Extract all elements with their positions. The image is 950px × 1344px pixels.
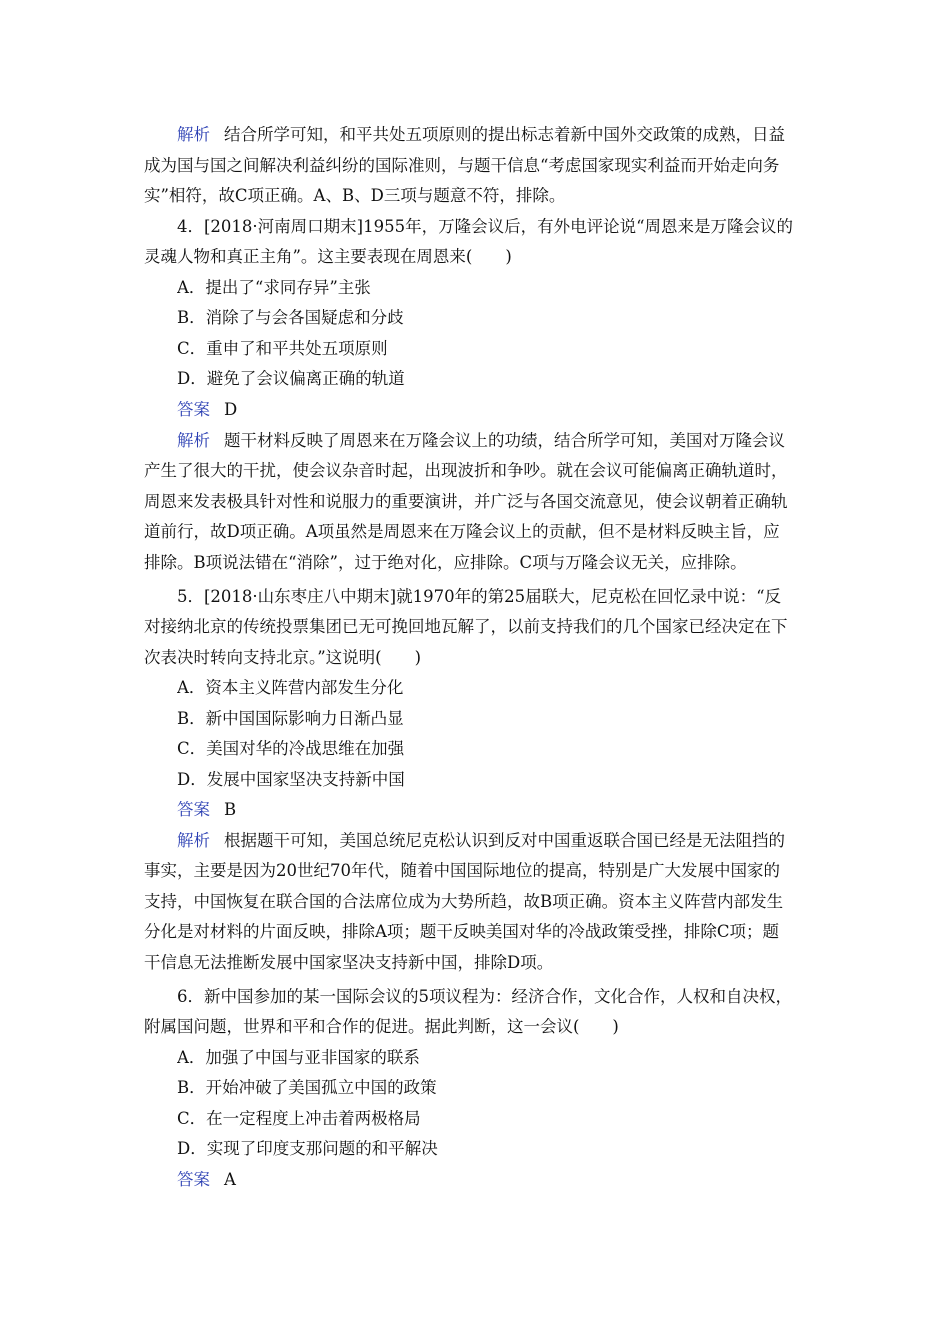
- analysis-line: 产生了很大的干扰，使会议杂音时起，出现波折和争吵。就在会议可能偏离正确轨道时，: [144, 461, 788, 480]
- question-5-answer: [177, 800, 806, 820]
- question-5-option-d: D．发展中国家坚决支持新中国: [177, 770, 405, 789]
- analysis-line: 道前行，故D项正确。A项虽然是周恩来在万隆会议上的贡献，但不是材料反映主旨，应: [144, 522, 780, 541]
- analysis-line: 解析 结合所学可知，和平共处五项原则的提出标志着新中国外交政策的成熟，日益: [177, 125, 785, 144]
- analysis-label: 解析: [177, 431, 210, 450]
- question-6-option-c: C．在一定程度上冲击着两极格局: [177, 1109, 421, 1128]
- question-5-option-b: B．新中国国际影响力日渐凸显: [177, 709, 404, 728]
- analysis-line: 解析 根据题干可知，美国总统尼克松认识到反对中国重返联合国已经是无法阻挡的: [177, 831, 785, 850]
- question-4-option-a: A．提出了“求同存异”主张: [177, 278, 371, 297]
- answer-label: 答案: [177, 1170, 210, 1189]
- question-4-answer: [177, 400, 806, 420]
- answer-label: 答案: [177, 400, 210, 419]
- analysis-line: 事实，主要是因为20世纪70年代，随着中国国际地位的提高，特别是广大发展中国家的: [144, 861, 780, 880]
- analysis-line: 成为国与国之间解决利益纠纷的国际准则，与题干信息“考虑国家现实利益而开始走向务: [144, 156, 780, 175]
- question-6-stem: 6．新中国参加的某一国际会议的5项议程为：经济合作，文化合作，人权和自决权，: [177, 987, 792, 1006]
- analysis-line: 支持，中国恢复在联合国的合法席位成为大势所趋，故B项正确。资本主义阵营内部发生: [144, 892, 784, 911]
- question-4-stem: 灵魂人物和真正主角”。这主要表现在周恩来( ): [144, 247, 512, 266]
- answer-value: A: [224, 1170, 236, 1189]
- question-4-option-b: B．消除了与会各国疑虑和分歧: [177, 308, 404, 327]
- analysis-line: 干信息无法推断发展中国家坚决支持新中国，排除D项。: [144, 953, 554, 972]
- question-5-option-c: C．美国对华的冷战思维在加强: [177, 739, 405, 758]
- answer-value: B: [224, 800, 237, 819]
- analysis-line: 分化是对材料的片面反映，排除A项；题干反映美国对华的冷战政策受挫，排除C项；题: [144, 922, 780, 941]
- question-5-stem: 次表决时转向支持北京。”这说明( ): [144, 648, 422, 667]
- question-4-option-c: C．重申了和平共处五项原则: [177, 339, 388, 358]
- question-4-option-d: D．避免了会议偏离正确的轨道: [177, 369, 405, 388]
- question-6-stem: 附属国问题，世界和平和合作的促进。据此判断，这一会议( ): [144, 1017, 619, 1036]
- analysis-label: 解析: [177, 831, 210, 850]
- question-6-option-d: D．实现了印度支那问题的和平解决: [177, 1139, 438, 1158]
- question-6-option-b: B．开始冲破了美国孤立中国的政策: [177, 1078, 437, 1097]
- question-6-answer: [177, 1170, 806, 1190]
- answer-value: D: [224, 400, 238, 419]
- answer-label: 答案: [177, 800, 210, 819]
- analysis-line: 周恩来发表极具针对性和说服力的重要演讲，并广泛与各国交流意见，使会议朝着正确轨: [144, 492, 788, 511]
- question-5-stem: 5．[2018·山东枣庄八中期末]就1970年的第25届联大，尼克松在回忆录中说：“反: [177, 587, 782, 606]
- question-5-option-a: A．资本主义阵营内部发生分化: [177, 678, 404, 697]
- question-6-option-a: A．加强了中国与亚非国家的联系: [177, 1048, 420, 1067]
- question-5-stem: 对接纳北京的传统投票集团已无可挽回地瓦解了，以前支持我们的几个国家已经决定在下: [144, 617, 788, 636]
- analysis-line: 解析 题干材料反映了周恩来在万隆会议上的功绩，结合所学可知，美国对万隆会议: [177, 431, 785, 450]
- analysis-line: 实”相符，故C项正确。A、B、D三项与题意不符，排除。: [144, 186, 566, 205]
- analysis-line: 排除。B项说法错在“消除”，过于绝对化，应排除。C项与万隆会议无关，应排除。: [144, 553, 747, 572]
- question-4-stem: 4．[2018·河南周口期末]1955年，万隆会议后，有外电评论说“周恩来是万隆会议的: [177, 217, 794, 236]
- analysis-label: 解析: [177, 125, 210, 144]
